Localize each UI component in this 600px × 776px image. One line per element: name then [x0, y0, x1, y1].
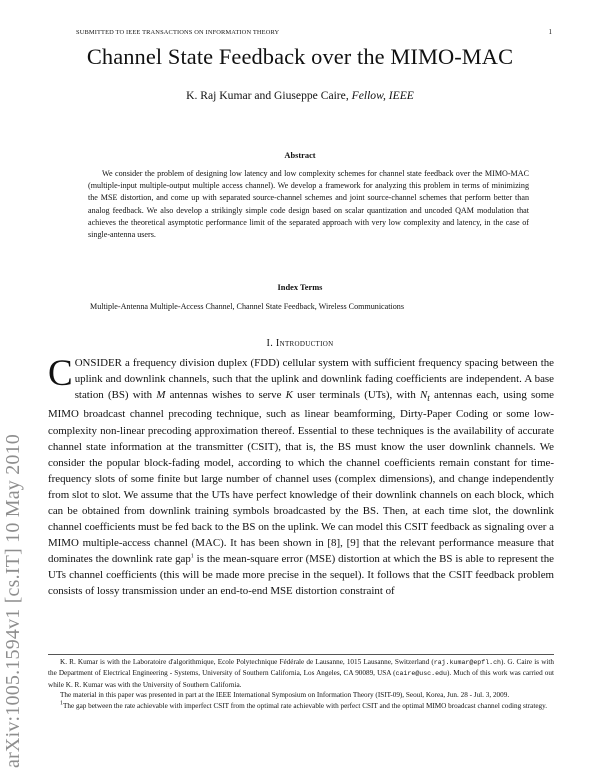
intro-text-4: antennas each, using some MIMO broadcast channel precoding technique, such as linear beamforming, Dirty-Paper Coding or some low-complexity non-linear precoding approximation thereof. Essential to these techniques is the availability of accurate channel state information at the transmitter (CSIT), that is, the BS must know the user downlink channels. We consider the popular block-fading model, according to which the channel coefficients remain constant for time-frequency slots of some finite but large number of channel uses (complex dimensions), and change independently from slot to slot. We assume that the UTs have perfect knowledge of their downlink channels on each block, which can be obtained from downlink training symbols broadcasted by the BS. Then, at each time slot, the downlink channel coefficients must be fed back to the BS on the uplink. We can model this CSIT feedback as signaling over a MIMO multiple-access channel (MAC). It has been shown in [8], [9] that the relevant performance measure that dominates the downlink rate gap [48, 389, 555, 566]
author-line [0, 89, 600, 102]
author-grade: Fellow, IEEE [351, 89, 414, 102]
arxiv-stamp: arXiv:1005.1594v1 [cs.IT] 10 May 2010 [2, 433, 24, 768]
var-nt: N [420, 389, 428, 402]
intro-text-5: is the mean-square error (MSE) distortion at which the BS is able to represent the UTs channel coefficients (this will be made more precise in the sequel). It follows that the CSIT feedback problem consists of lossy transmission under an end-to-end MSE distortion constraint of [48, 553, 554, 598]
author-names: K. Raj Kumar and Giuseppe Caire, [186, 89, 349, 102]
section-number: I. [266, 338, 274, 349]
drop-cap: C [48, 353, 73, 394]
page-number: 1 [548, 28, 552, 36]
running-head: SUBMITTED TO IEEE TRANSACTIONS ON INFORMATION THEORY [76, 29, 280, 36]
footnote-rate-gap [48, 701, 554, 711]
email-kumar[interactable]: raj.kumar@epfl.ch [433, 659, 502, 666]
footnote-affil-text-1: K. R. Kumar is with the Laboratoire d'algorithmique, Ecole Polytechnique Fédérale de Lausanne, 1015 Lausanne, Switzerland ( [60, 658, 434, 666]
footnote-divider [48, 654, 554, 655]
section-title: Introduction [275, 338, 334, 349]
footnotes [48, 657, 554, 711]
var-nt-subscript: t [427, 393, 430, 404]
intro-paragraph [48, 355, 554, 600]
abstract-body: We consider the problem of designing low latency and low complexity schemes for channel state feedback over the MIMO-MAC (multiple-input multiple-output multiple access channel). We develop a framework for analyzing this problem in terms of minimizing the MSE distortion, and come up with separated source-channel schemes and joint source-channel schemes that perform better than analog feedback. We also develop a strikingly simple code design based on scalar quantization and uncoded QAM modulation that achieves the theoretical asymptotic performance limit of the separated approach with very low complexity and latency, in the case of single-antenna users. [88, 169, 529, 240]
footnote-conference: The material in this paper was presented in part at the IEEE International Symposium on Information Theory (ISIT-09), Seoul, Korea, Jun. 28 - Jul. 3, 2009. [60, 691, 510, 700]
footnote-rate-gap-text: The gap between the rate achievable with imperfect CSIT from the optimal rate achievable with perfect CSIT and the optimal MIMO broadcast channel coding strategy. [63, 701, 548, 710]
intro-text-1: ONSIDER a frequency division duplex (FDD) cellular system with sufficient frequency spacing between the uplink and downlink channels, such that the uplink and downlink fading coefficients are independent. A base station (BS) with [74, 357, 554, 402]
section-heading [0, 338, 600, 349]
footnote-affil-text-3: ). Much of this work was carried out while K. R. Kumar was with the University of Southern California. [48, 669, 554, 689]
paper-title: Channel State Feedback over the MIMO-MAC [86, 44, 514, 69]
intro-text-2: antennas wishes to serve [165, 389, 286, 402]
email-caire[interactable]: caire@usc.edu [395, 670, 447, 678]
index-terms-heading: Index Terms [277, 283, 323, 292]
abstract-heading: Abstract [284, 151, 316, 160]
footnote-affil-text-2: ). G. Caire is with the Department of Electrical Engineering - Systems, University of Southern California, Los Angeles, CA 90089, USA ( [48, 658, 554, 678]
footnote-affiliations [48, 657, 554, 690]
var-k: K [285, 389, 293, 402]
footnote-mark: 1 [60, 700, 63, 707]
index-terms-body: Multiple-Antenna Multiple-Access Channel, Channel State Feedback, Wireless Communications [90, 302, 404, 311]
var-m: M [156, 389, 166, 402]
footnote-ref[interactable]: 1 [190, 553, 194, 560]
intro-text-3: user terminals (UTs), with [292, 389, 420, 402]
